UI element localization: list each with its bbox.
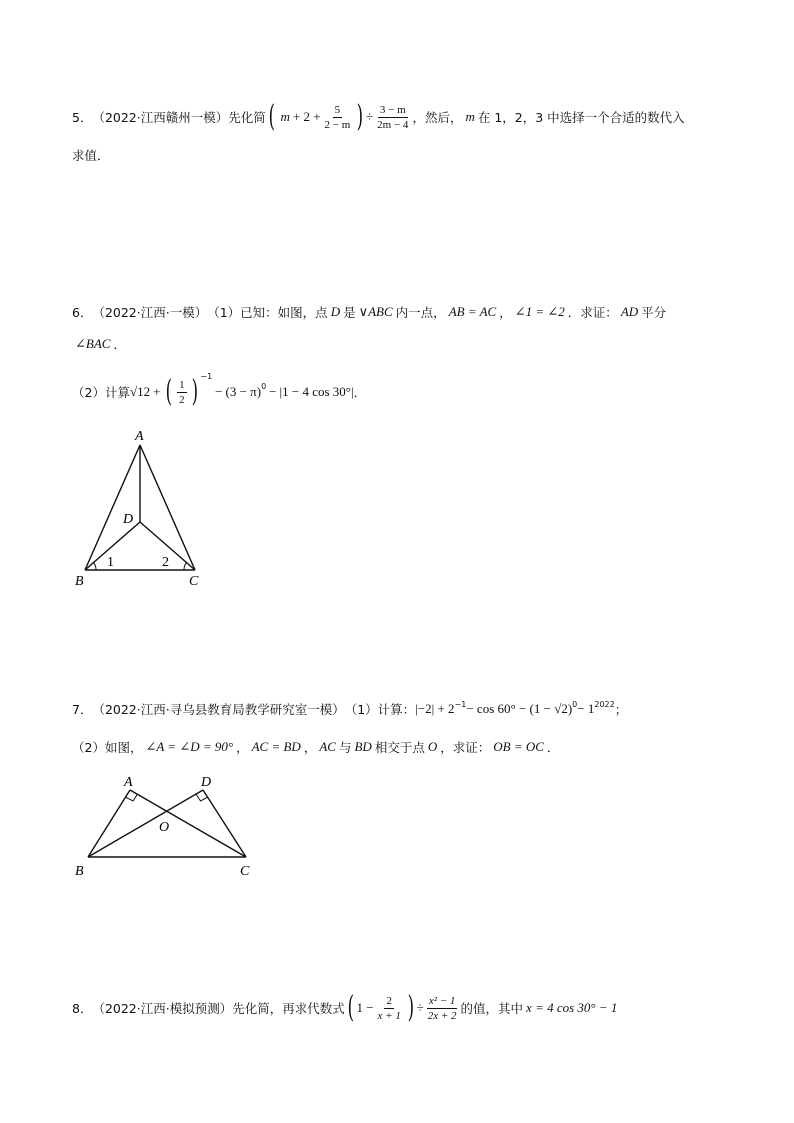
fraction [323, 104, 353, 131]
math-expr: OB = OC [493, 739, 544, 754]
fraction-denominator: x + 1 [377, 1009, 401, 1022]
exponent: −1 [454, 700, 467, 709]
problem-7-line-2 [72, 738, 559, 756]
fraction [426, 995, 459, 1022]
exponent: 0 [572, 700, 578, 709]
math-expr: (3 − π) [225, 384, 262, 399]
problem-text: 先化简 [228, 110, 266, 125]
label-c: C [189, 574, 199, 589]
problem-text: 在 1，2，3 中选择一个合适的数代入 [477, 110, 685, 125]
problem-text: （1）已知：如图，点 [207, 305, 328, 320]
problem-text: ． [546, 740, 560, 755]
label-d: D [201, 775, 212, 790]
triangle-figure-6 [70, 425, 220, 595]
problem-text: ， [499, 305, 512, 320]
right-paren: ) [356, 99, 364, 134]
exponent: −1 [200, 372, 213, 381]
crossed-triangles-figure-7 [70, 765, 270, 885]
fraction-numerator: 5 [334, 103, 341, 116]
problem-8-line-1 [72, 990, 620, 1026]
problem-5-line-1 [72, 100, 685, 134]
problem-text: ． [353, 385, 367, 400]
left-paren: ( [268, 99, 275, 134]
problem-text: ， [303, 740, 317, 755]
problem-text: ， [236, 740, 249, 755]
problem-text: 内一点， [395, 305, 446, 320]
problem-number: 8． [72, 1001, 93, 1016]
problem-number: 6． [72, 305, 93, 320]
problem-7-line-1 [72, 700, 627, 718]
problem-number: 7． [72, 702, 93, 717]
problem-text: ； [614, 702, 628, 717]
fraction-numerator: 1 [179, 378, 185, 391]
label-d: D [123, 512, 134, 527]
fraction-denominator: 2x + 2 [427, 1009, 457, 1022]
edge-ac [130, 790, 246, 857]
right-paren: ) [191, 374, 198, 409]
math-expr: x = 4 cos 30° − 1 [526, 1000, 618, 1015]
fraction [376, 995, 403, 1022]
fraction-denominator: 2m − 4 [377, 118, 409, 131]
math-expr: AB = AC [448, 304, 497, 319]
label-a: A [124, 775, 133, 790]
problem-text: 与 [338, 740, 352, 755]
problem-text: （2）计算 [72, 385, 130, 400]
problem-text: ，然后， [412, 110, 463, 125]
label-a: A [135, 429, 144, 444]
math-expr: |−2| + 2 [415, 701, 455, 716]
problem-text: （1）计算： [344, 702, 416, 717]
problem-number: 5． [72, 110, 93, 125]
label-angle-1: 1 [107, 555, 114, 570]
math-op: ÷ [366, 109, 374, 124]
label-angle-2: 2 [162, 555, 169, 570]
problem-text: ，求证： [440, 740, 491, 755]
angle-2-arc [184, 562, 187, 570]
problem-6-line-1 [72, 303, 666, 321]
edge-dc [203, 790, 246, 857]
fraction-numerator: x² − 1 [428, 994, 456, 1007]
math-op: − [269, 384, 277, 399]
right-paren: ) [407, 990, 414, 1025]
math-expr: ∠BAC [75, 336, 111, 351]
fraction [177, 379, 187, 406]
math-expr: − 1 [577, 701, 595, 716]
problem-source: （2022·江西·寻乌县教育局教学研究室一模） [92, 702, 345, 717]
exponent: 2022 [594, 700, 615, 709]
problem-text: 是 [343, 305, 356, 320]
math-expr: |1 − 4 cos 30°| [279, 384, 354, 399]
edge-ac [140, 445, 195, 570]
math-op: + [153, 384, 161, 399]
fraction-denominator: 2 [179, 393, 185, 406]
fraction-numerator: 2 [386, 994, 392, 1007]
problem-text: 的值，其中 [460, 1001, 524, 1016]
math-var: m [465, 109, 475, 124]
problem-source: （2022·江西·模拟预测） [92, 1001, 233, 1016]
problem-text: ． [113, 337, 126, 352]
label-b: B [75, 864, 84, 879]
edge-ab [85, 445, 140, 570]
problem-6-line-2 [72, 335, 126, 353]
problem-text: （2）如图， [72, 740, 143, 755]
edge-ab [88, 790, 130, 857]
label-b: B [75, 574, 84, 589]
problem-source: （2022·江西赣州一模） [92, 110, 229, 125]
label-o: O [159, 820, 170, 835]
edge-db [88, 790, 203, 857]
math-expr: 1 − [356, 1000, 374, 1015]
math-expr: ∨ABC [358, 304, 393, 319]
math-var: AC [319, 739, 336, 754]
label-c: C [240, 864, 250, 879]
fraction-denominator: 2 − m [324, 118, 351, 131]
math-op: + 2 + [292, 109, 321, 124]
problem-5-line-2 [72, 146, 110, 164]
problem-source: （2022·江西·一模） [92, 305, 208, 320]
exponent: 0 [261, 382, 267, 391]
math-var: m [280, 109, 290, 124]
problem-text: 相交于点 [374, 740, 425, 755]
angle-1-arc [93, 562, 96, 570]
math-op: − [215, 384, 223, 399]
math-var: O [427, 739, 438, 754]
math-expr: − cos 60° − (1 − √2) [466, 701, 573, 716]
math-var: AD [620, 304, 639, 319]
left-paren: ( [166, 374, 173, 409]
math-var: D [330, 304, 341, 319]
problem-text: 平分 [641, 305, 667, 320]
problem-text: ．求证： [567, 305, 618, 320]
math-var: BD [354, 739, 372, 754]
left-paren: ( [347, 990, 354, 1025]
math-op: ÷ [416, 1000, 424, 1015]
fraction [375, 104, 410, 131]
math-expr: ∠A = ∠D = 90° [145, 739, 234, 754]
problem-text: 求值． [72, 148, 110, 163]
problem-text: 先化简，再求代数式 [232, 1001, 345, 1016]
problem-6-line-3 [72, 372, 366, 412]
math-expr: AC = BD [251, 739, 301, 754]
math-expr: ∠1 = ∠2 [514, 304, 565, 319]
math-expr: √12 [129, 384, 151, 399]
fraction-numerator: 3 − m [379, 103, 406, 116]
